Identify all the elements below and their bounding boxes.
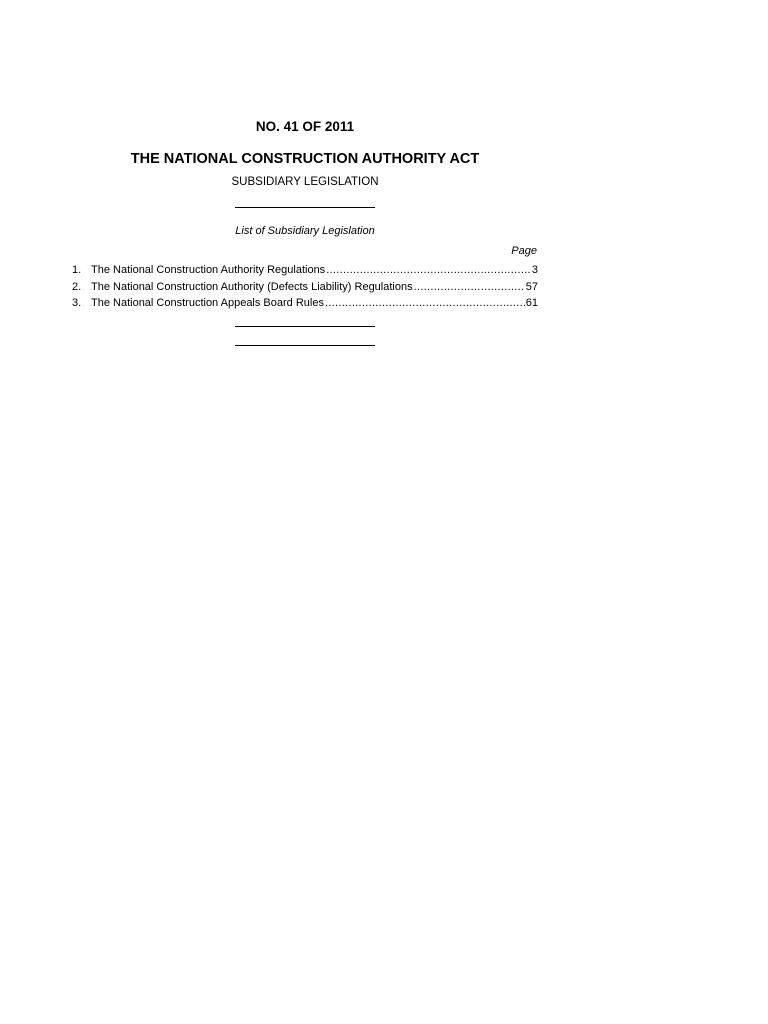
item-title: The National Construction Authority Regulations bbox=[91, 264, 326, 276]
item-number: 2. bbox=[72, 280, 82, 293]
contents-list bbox=[72, 262, 538, 312]
section-subtitle: SUBSIDIARY LEGISLATION bbox=[231, 176, 379, 188]
act-number: NO. 41 OF 2011 bbox=[255, 119, 355, 134]
dot-leader bbox=[414, 279, 525, 296]
dot-leader bbox=[326, 262, 531, 279]
item-number: 3. bbox=[72, 297, 82, 309]
item-title: The National Construction Appeals Board Rules bbox=[91, 297, 324, 309]
list-heading: List of Subsidiary Legislation bbox=[235, 225, 375, 237]
act-title: THE NATIONAL CONSTRUCTION AUTHORITY ACT bbox=[130, 151, 480, 167]
item-page-number: 57 bbox=[525, 280, 538, 293]
contents-item[interactable] bbox=[72, 279, 538, 296]
item-page-number: 61 bbox=[525, 297, 538, 309]
contents-item[interactable] bbox=[72, 295, 538, 312]
horizontal-rule bbox=[235, 345, 375, 346]
item-number: 1. bbox=[72, 264, 82, 276]
horizontal-rule bbox=[235, 326, 375, 327]
horizontal-rule bbox=[235, 207, 375, 208]
contents-item[interactable] bbox=[72, 262, 538, 279]
dot-leader bbox=[325, 295, 525, 312]
item-title: The National Construction Authority (Defects Liability) Regulations bbox=[91, 280, 413, 293]
item-page-number: 3 bbox=[531, 264, 538, 276]
page-column-label: Page bbox=[511, 245, 537, 257]
